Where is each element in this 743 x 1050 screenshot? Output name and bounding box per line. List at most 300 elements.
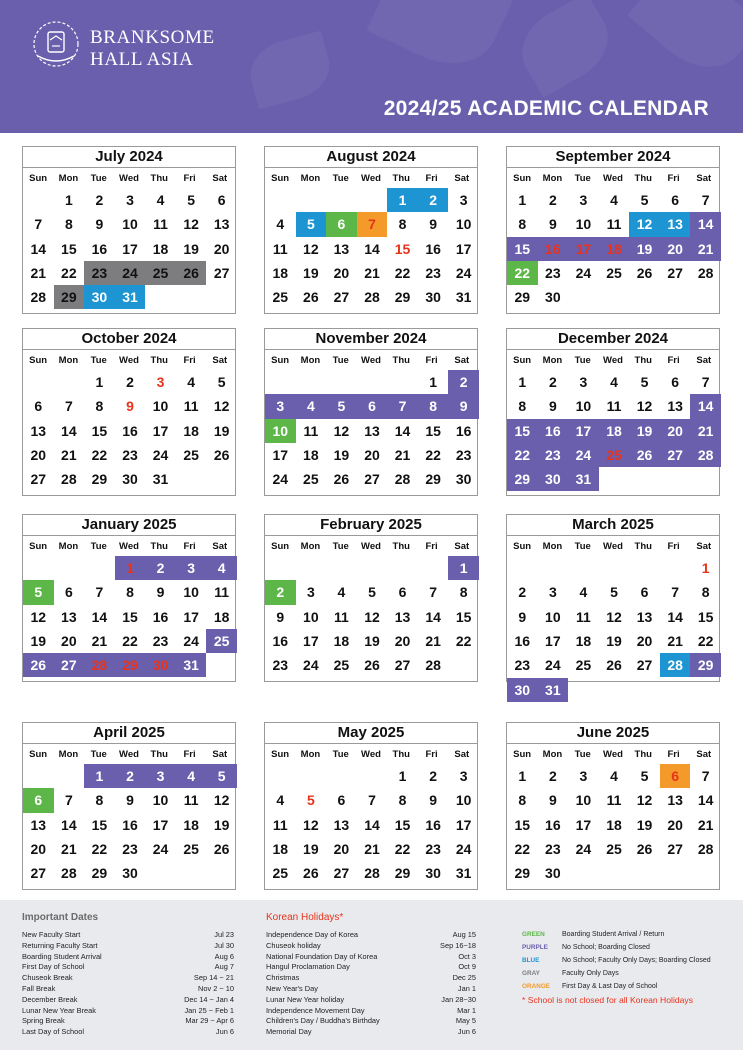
weekday-label: Fri <box>183 172 196 184</box>
day-cell: 27 <box>333 289 350 306</box>
day-cell: 24 <box>152 447 169 464</box>
day-cell: 2 <box>448 370 479 394</box>
day-cell: 26 <box>636 841 653 858</box>
weekday-label: Tue <box>332 354 349 366</box>
korean-holiday-row <box>266 930 476 941</box>
day-cell: 5 <box>206 764 237 788</box>
day-cell: 7 <box>34 216 43 233</box>
weekday-label: Tue <box>574 354 591 366</box>
important-date-label: First Day of School <box>22 962 85 972</box>
korean-holiday-date: Mar 1 <box>457 1005 476 1015</box>
korean-holiday-label: New Year's Day <box>266 983 318 993</box>
day-cell: 6 <box>640 584 649 601</box>
day-cell: 23 <box>425 841 441 858</box>
month-june-2025 <box>506 722 720 890</box>
day-cell: 21 <box>690 237 721 261</box>
day-cell: 17 <box>152 816 169 833</box>
day-cell: 29 <box>394 865 411 882</box>
day-cell: 2 <box>548 374 557 391</box>
day-cell: 16 <box>272 633 289 650</box>
day-cell: 22 <box>61 265 77 282</box>
day-cell: 25 <box>606 841 622 858</box>
legend-key: ORANGE <box>522 983 551 990</box>
day-cell: 16 <box>425 240 441 257</box>
day-cell: 22 <box>507 261 538 285</box>
day-cell: 18 <box>303 447 319 464</box>
day-cell: 8 <box>95 398 104 415</box>
day-cell: 23 <box>455 447 472 464</box>
day-cell: 22 <box>122 633 138 650</box>
day-cell: 30 <box>455 471 472 488</box>
korean-holiday-row <box>266 973 476 984</box>
day-cell: 4 <box>206 556 237 580</box>
weekday-label: Thu <box>150 354 168 366</box>
day-cell: 23 <box>425 265 441 282</box>
weekday-label: Sun <box>29 354 48 366</box>
important-date-date: Sep 14 ~ 21 <box>193 973 234 983</box>
day-cell: 7 <box>671 584 680 601</box>
day-cell: 13 <box>213 216 230 233</box>
weekday-label: Wed <box>119 540 139 552</box>
day-cell: 22 <box>697 633 714 650</box>
weekday-label: Sun <box>271 748 290 760</box>
day-cell: 5 <box>306 792 315 809</box>
weekday-header <box>265 536 477 556</box>
day-cell: 12 <box>364 608 380 625</box>
day-cell: 28 <box>660 653 691 677</box>
important-date-date: Aug 6 <box>214 951 234 961</box>
day-cell: 19 <box>213 816 230 833</box>
color-legend-section <box>522 928 722 1005</box>
weekday-label: Tue <box>332 748 349 760</box>
weekday-label: Thu <box>150 748 168 760</box>
day-cell: 6 <box>337 792 346 809</box>
weekday-label: Mon <box>58 540 79 552</box>
day-cell: 20 <box>667 816 683 833</box>
day-cell: 24 <box>183 633 199 650</box>
month-august-2024 <box>264 146 478 314</box>
important-date-row <box>22 995 234 1006</box>
day-cell: 11 <box>303 422 319 439</box>
day-cell: 28 <box>61 471 77 488</box>
weekday-label: Sat <box>212 748 228 760</box>
important-date-date: Jan 25 ~ Feb 1 <box>184 1005 234 1015</box>
day-cell: 15 <box>514 816 531 833</box>
day-cell: 19 <box>213 422 230 439</box>
korean-holiday-label: Christmas <box>266 973 300 983</box>
day-cell: 3 <box>579 192 588 209</box>
day-cell: 13 <box>364 422 380 439</box>
weekday-label: Fri <box>425 354 438 366</box>
day-cell: 19 <box>30 633 47 650</box>
day-cell: 8 <box>64 216 73 233</box>
day-cell: 11 <box>272 240 288 257</box>
day-cell: 26 <box>333 471 350 488</box>
legend-key: GRAY <box>522 970 540 977</box>
day-cell: 26 <box>213 447 230 464</box>
weekday-label: Sun <box>271 354 290 366</box>
weekday-label: Mon <box>300 540 321 552</box>
day-cell: 14 <box>690 212 721 236</box>
day-cell: 27 <box>667 841 683 858</box>
weekday-label: Mon <box>58 354 79 366</box>
weekday-label: Sun <box>29 172 48 184</box>
header-banner <box>0 0 743 133</box>
day-cell: 2 <box>115 764 146 788</box>
day-cell: 28 <box>364 865 380 882</box>
day-cell: 17 <box>455 240 472 257</box>
day-cell: 11 <box>214 584 230 601</box>
weekday-label: Wed <box>361 354 381 366</box>
weekday-label: Tue <box>90 354 107 366</box>
day-cell: 29 <box>514 289 531 306</box>
day-cell: 11 <box>334 608 349 625</box>
day-cell: 13 <box>667 398 683 415</box>
weekday-label: Thu <box>392 172 410 184</box>
day-cell: 12 <box>183 216 199 233</box>
day-cell: 18 <box>575 633 592 650</box>
day-cell: 12 <box>606 608 622 625</box>
day-cell: 18 <box>183 816 199 833</box>
day-cell: 16 <box>514 633 531 650</box>
day-cell: 6 <box>64 584 73 601</box>
weekday-label: Thu <box>634 354 652 366</box>
important-date-label: December Break <box>22 994 78 1004</box>
day-cell: 30 <box>507 678 538 702</box>
day-cell: 27 <box>364 471 380 488</box>
day-cell: 14 <box>667 608 683 625</box>
day-cell: 13 <box>667 792 683 809</box>
day-cell: 2 <box>265 580 296 604</box>
day-cell: 20 <box>333 841 350 858</box>
weekday-label: Mon <box>58 172 79 184</box>
day-cell: 27 <box>30 865 47 882</box>
weekday-label: Fri <box>667 748 680 760</box>
weekday-label: Mon <box>300 354 321 366</box>
day-cell: 28 <box>394 471 411 488</box>
weekday-label: Mon <box>542 748 563 760</box>
day-cell: 23 <box>538 443 569 467</box>
korean-holiday-date: May 5 <box>455 1016 476 1026</box>
day-cell: 17 <box>272 447 289 464</box>
day-cell: 6 <box>34 398 43 415</box>
weekday-label: Tue <box>574 540 591 552</box>
weekday-label: Thu <box>392 748 410 760</box>
day-cell: 18 <box>152 240 169 257</box>
day-cell: 23 <box>152 633 169 650</box>
korean-holiday-date: Jun 6 <box>457 1027 476 1037</box>
day-cell: 10 <box>575 216 592 233</box>
important-dates-title: Important Dates <box>22 912 99 923</box>
day-cell: 13 <box>61 608 77 625</box>
day-cell: 19 <box>183 240 199 257</box>
day-cell: 3 <box>265 394 296 418</box>
day-cell: 8 <box>418 394 449 418</box>
day-cell: 10 <box>545 608 561 625</box>
day-cell: 11 <box>183 398 199 415</box>
day-cell: 18 <box>599 237 630 261</box>
day-cell: 9 <box>518 608 527 625</box>
month-july-2024 <box>22 146 236 314</box>
day-cell: 21 <box>91 633 108 650</box>
important-date-date: Mar 29 ~ Apr 6 <box>185 1016 234 1026</box>
korean-holidays-title: Korean Holidays* <box>266 912 344 923</box>
month-title: June 2025 <box>507 723 719 744</box>
day-cell: 16 <box>122 422 138 439</box>
weekday-label: Wed <box>119 354 139 366</box>
day-cell: 9 <box>548 216 557 233</box>
weekday-label: Sun <box>513 172 532 184</box>
day-cell: 16 <box>455 422 472 439</box>
day-cell: 8 <box>398 216 407 233</box>
day-cell: 6 <box>671 374 680 391</box>
weekday-label: Fri <box>425 540 438 552</box>
day-cell: 2 <box>548 768 557 785</box>
day-cell: 6 <box>398 584 407 601</box>
important-date-row <box>22 984 234 995</box>
day-cell: 24 <box>115 261 146 285</box>
important-date-row <box>22 941 234 952</box>
day-cell: 3 <box>579 374 588 391</box>
day-cell: 1 <box>701 560 710 577</box>
month-title: May 2025 <box>265 723 477 744</box>
weekday-label: Fri <box>183 354 196 366</box>
day-cell: 14 <box>61 816 77 833</box>
day-cell: 11 <box>606 792 622 809</box>
legend-desc: No School; Boarding Closed <box>562 944 650 951</box>
weekday-label: Mon <box>542 354 563 366</box>
day-cell: 25 <box>575 657 592 674</box>
day-cell: 26 <box>364 657 380 674</box>
weekday-label: Tue <box>574 748 591 760</box>
month-may-2025 <box>264 722 478 890</box>
legend-key: PURPLE <box>522 944 548 951</box>
day-cell: 6 <box>357 394 388 418</box>
weekday-label: Thu <box>150 540 168 552</box>
weekday-label: Sun <box>271 540 290 552</box>
weekday-label: Fri <box>667 540 680 552</box>
weekday-label: Sat <box>696 748 712 760</box>
day-cell: 10 <box>152 792 169 809</box>
school-crest-icon <box>30 18 82 70</box>
day-cell: 29 <box>425 471 441 488</box>
day-cell: 17 <box>575 816 592 833</box>
korean-holiday-row <box>266 1027 476 1038</box>
day-cell: 8 <box>95 792 104 809</box>
day-cell: 12 <box>636 398 653 415</box>
korean-holiday-row <box>266 941 476 952</box>
weekday-label: Sat <box>212 172 228 184</box>
day-cell: 15 <box>507 237 538 261</box>
day-cell: 11 <box>272 816 288 833</box>
weekday-label: Fri <box>667 354 680 366</box>
day-cell: 14 <box>697 792 714 809</box>
day-cell: 14 <box>91 608 108 625</box>
month-title: December 2024 <box>507 329 719 350</box>
weekday-label: Sun <box>513 354 532 366</box>
day-cell: 3 <box>579 768 588 785</box>
important-date-label: New Faculty Start <box>22 930 81 939</box>
day-cell: 23 <box>272 657 289 674</box>
day-cell: 9 <box>448 394 479 418</box>
day-cell: 11 <box>183 792 199 809</box>
day-cell: 1 <box>95 374 104 391</box>
day-cell: 29 <box>91 471 108 488</box>
day-cell: 24 <box>152 841 169 858</box>
weekday-label: Fri <box>425 748 438 760</box>
day-cell: 12 <box>213 792 230 809</box>
day-cell: 15 <box>394 240 411 257</box>
day-cell: 13 <box>394 608 411 625</box>
important-date-row <box>22 973 234 984</box>
day-cell: 4 <box>579 584 588 601</box>
day-cell: 13 <box>333 816 350 833</box>
day-cell: 14 <box>690 394 721 418</box>
important-date-date: Jun 6 <box>215 1027 234 1037</box>
month-january-2025 <box>22 514 236 682</box>
day-cell: 30 <box>425 865 441 882</box>
day-cell: 8 <box>459 584 468 601</box>
day-cell: 6 <box>217 192 226 209</box>
day-cell: 21 <box>425 633 441 650</box>
weekday-label: Mon <box>58 748 79 760</box>
day-cell: 27 <box>394 657 411 674</box>
month-title: August 2024 <box>265 147 477 168</box>
day-cell: 28 <box>690 443 721 467</box>
day-cell: 12 <box>30 608 47 625</box>
korean-holiday-row <box>266 984 476 995</box>
day-cell: 27 <box>213 265 230 282</box>
day-cell: 14 <box>394 422 411 439</box>
day-cell: 31 <box>455 289 472 306</box>
weekday-label: Tue <box>90 748 107 760</box>
weekday-label: Tue <box>332 172 349 184</box>
weekday-label: Mon <box>300 172 321 184</box>
day-cell: 22 <box>394 841 411 858</box>
korean-holiday-row <box>266 1006 476 1017</box>
korean-holidays-section <box>266 912 476 1038</box>
day-cell: 29 <box>690 653 721 677</box>
day-cell: 10 <box>265 419 296 443</box>
day-cell: 1 <box>64 192 73 209</box>
important-date-date: Jul 30 <box>214 940 234 950</box>
day-cell: 28 <box>364 289 380 306</box>
day-cell: 18 <box>213 608 230 625</box>
day-cell: 10 <box>303 608 319 625</box>
day-cell: 5 <box>640 768 649 785</box>
day-cell: 1 <box>398 768 407 785</box>
day-cell: 30 <box>538 467 569 491</box>
day-cell: 4 <box>156 192 165 209</box>
month-april-2025 <box>22 722 236 890</box>
important-date-row <box>22 1027 234 1038</box>
korean-holiday-row <box>266 995 476 1006</box>
day-cell: 5 <box>187 192 196 209</box>
day-cell: 8 <box>126 584 134 601</box>
day-cell: 27 <box>667 265 683 282</box>
day-cell: 10 <box>575 398 592 415</box>
weekday-label: Tue <box>90 172 107 184</box>
day-cell: 5 <box>326 394 357 418</box>
day-cell: 14 <box>61 422 77 439</box>
day-cell: 5 <box>23 580 54 604</box>
day-cell: 7 <box>701 768 710 785</box>
weekday-label: Sun <box>29 748 48 760</box>
day-cell: 30 <box>425 289 441 306</box>
korean-holiday-label: Independence Day of Korea <box>266 930 359 939</box>
day-cell: 17 <box>183 608 199 625</box>
month-december-2024 <box>506 328 720 496</box>
day-cell: 1 <box>518 374 527 391</box>
day-cell: 27 <box>333 865 350 882</box>
day-cell: 16 <box>545 816 561 833</box>
day-cell: 18 <box>272 841 289 858</box>
brand-line-2: HALL ASIA <box>90 49 194 70</box>
day-cell: 9 <box>126 792 134 809</box>
day-cell: 24 <box>455 841 472 858</box>
day-cell: 2 <box>95 192 104 209</box>
day-cell: 19 <box>629 419 660 443</box>
weekday-label: Sat <box>212 354 228 366</box>
day-cell: 11 <box>153 216 168 233</box>
legend-row-blue <box>522 954 722 967</box>
weekday-label: Thu <box>634 172 652 184</box>
day-cell: 3 <box>548 584 557 601</box>
day-cell: 7 <box>429 584 438 601</box>
day-cell: 25 <box>333 657 350 674</box>
day-cell: 27 <box>30 471 47 488</box>
weekday-label: Thu <box>150 172 168 184</box>
important-date-row <box>22 930 234 941</box>
day-cell: 4 <box>337 584 346 601</box>
day-cell: 2 <box>548 192 557 209</box>
day-cell: 25 <box>206 629 237 653</box>
korean-holiday-date: Jan 1 <box>457 983 476 993</box>
important-date-row <box>22 1006 234 1017</box>
day-cell: 18 <box>272 265 289 282</box>
day-cell: 23 <box>122 447 138 464</box>
page-title: 2024/25 ACADEMIC CALENDAR <box>383 97 709 120</box>
korean-holiday-row <box>266 962 476 973</box>
weekday-label: Fri <box>183 748 196 760</box>
brand-line-1: BRANKSOME <box>90 27 215 48</box>
important-dates-section <box>22 912 234 1038</box>
day-cell: 25 <box>272 865 289 882</box>
day-cell: 30 <box>122 471 138 488</box>
day-cell: 29 <box>514 865 531 882</box>
day-cell: 9 <box>429 216 438 233</box>
day-cell: 2 <box>418 188 449 212</box>
day-cell: 8 <box>518 398 527 415</box>
day-cell: 26 <box>23 653 54 677</box>
day-cell: 19 <box>636 816 653 833</box>
day-cell: 20 <box>30 841 47 858</box>
day-cell: 26 <box>629 443 660 467</box>
day-cell: 22 <box>394 265 411 282</box>
legend-row-purple <box>522 941 722 954</box>
day-cell: 19 <box>333 447 350 464</box>
day-cell: 16 <box>91 240 108 257</box>
day-cell: 17 <box>455 816 472 833</box>
month-march-2025 <box>506 514 720 698</box>
day-cell: 2 <box>126 374 134 391</box>
month-title: November 2024 <box>265 329 477 350</box>
day-cell: 16 <box>538 237 569 261</box>
day-cell: 25 <box>183 841 199 858</box>
day-cell: 4 <box>187 374 196 391</box>
day-cell: 3 <box>145 764 176 788</box>
day-cell: 4 <box>176 764 207 788</box>
